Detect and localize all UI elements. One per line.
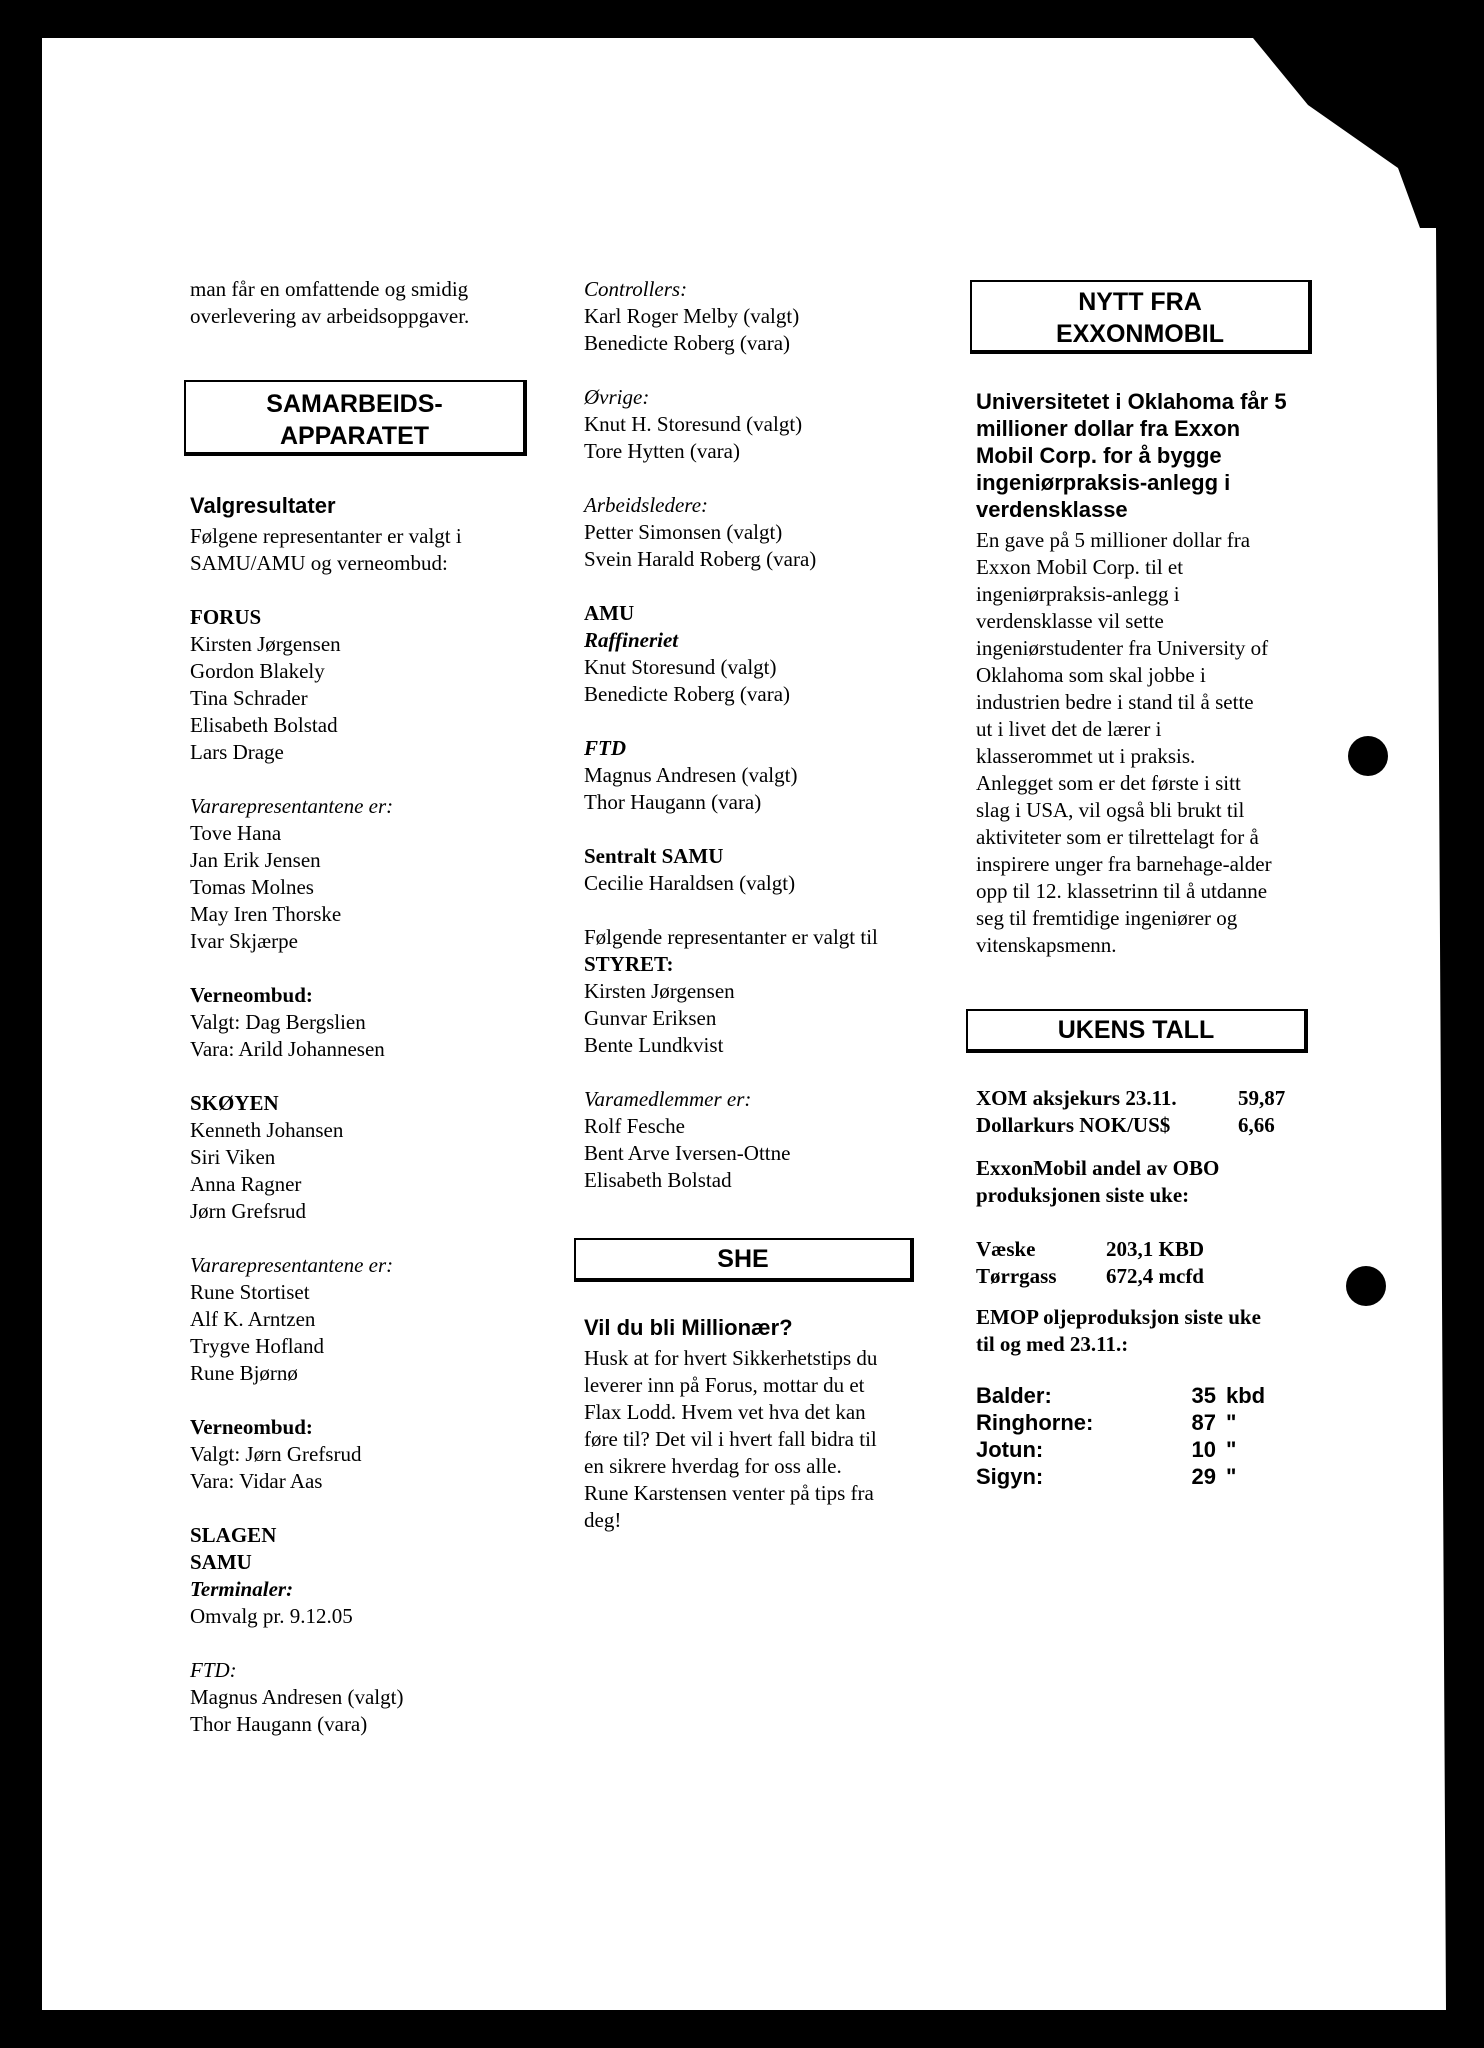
punch-hole-lower: [1346, 1266, 1386, 1306]
punch-hole-upper: [1348, 736, 1388, 776]
obo-section: ExxonMobil andel av OBO produksjonen siste uke: Væske 203,1 KBD Tørrgass 672,4 mcfd: [976, 1155, 1316, 1290]
amu-section: AMU Raffineriet Knut Storesund (valgt) Benedicte Roberg (vara) FTD Magnus Andresen (valgt) Thor Haugann (vara): [584, 601, 798, 814]
intro-text: man får en omfattende og smidig overlevering av arbeidsoppgaver.: [190, 277, 470, 328]
she-heading: Vil du bli Millionær?: [584, 1315, 793, 1340]
xom-row: XOM aksjekurs 23.11. 59,87: [976, 1086, 1286, 1110]
nytt-fra-exxonmobil-box: NYTT FRA EXXONMOBIL: [970, 280, 1312, 354]
sentralt-samu-section: Sentralt SAMU Cecilie Haraldsen (valgt): [584, 844, 796, 895]
styret-section: Følgende representanter er valgt til STYRET: Kirsten Jørgensen Gunvar Eriksen Bente Lundkvist Varamedlemmer er: Rolf Fesche Bent Arve Iversen-Ottne Elisabeth Bolstad: [584, 925, 878, 1192]
news-text: En gave på 5 millioner dollar fra Exxon Mobil Corp. til et ingeniørpraksis-anlegg i verdensklasse vil sette ingeniørstudenter fra University of Oklahoma som skal jobbe i industrien bedre i stand til å sette ut i livet det de lærer i klasserommet ut i praksis. Anlegget som er det første i sitt slag i USA, vil også bli brukt til aktiviteter som er tilrettelagt for å inspirere unger fra barnehage-alder opp til 12. klassetrinn til å utdanne seg til fremtidige ingeniører og vitenskapsmenn.: [976, 528, 1272, 957]
xom-figures: [976, 1085, 1316, 1139]
forus-section: FORUS Kirsten Jørgensen Gordon Blakely Tina Schrader Elisabeth Bolstad Lars Drage Vararepresentantene er: Tove Hana Jan Erik Jensen Tomas Molnes May Iren Thorske Ivar Skjærpe Verneombud: Valgt: Dag Bergslien Vara: Arild Johannesen: [190, 605, 394, 1061]
emop-heading: EMOP oljeproduksjon siste uke til og med 23.11.:: [976, 1305, 1261, 1356]
arbeidsledere-section: Arbeidsledere: Petter Simonsen (valgt) Svein Harald Roberg (vara): [584, 493, 817, 571]
ukens-tall-box: UKENS TALL: [966, 1009, 1308, 1053]
controllers-section: Controllers: Karl Roger Melby (valgt) Benedicte Roberg (vara): [584, 277, 800, 355]
she-box: SHE: [574, 1238, 914, 1282]
she-text: Husk at for hvert Sikkerhetstips du leverer inn på Forus, mottar du et Flax Lodd. Hvem vet hva det kan føre til? Det vil i hvert fall bidra til en sikrere hverdag for oss alle. Rune Karstensen venter på tips fra deg!: [584, 1346, 878, 1532]
vaeske-row: Væske 203,1 KBD: [976, 1237, 1205, 1261]
jotun-row: Jotun: 10 ": [976, 1437, 1237, 1462]
emop-table: [976, 1382, 1316, 1490]
skoyen-section: SKØYEN Kenneth Johansen Siri Viken Anna Ragner Jørn Grefsrud Vararepresentantene er: Rune Stortiset Alf K. Arntzen Trygve Hofland Rune Bjørnø Verneombud: Valgt: Jørn Grefsrud Vara: Vidar Aas: [190, 1091, 394, 1493]
ringhorne-row: Ringhorne: 87 ": [976, 1410, 1237, 1435]
torrgass-row: Tørrgass 672,4 mcfd: [976, 1264, 1204, 1288]
dollar-row: Dollarkurs NOK/US$ 6,66: [976, 1113, 1275, 1137]
news-heading: Universitetet i Oklahoma får 5 millioner dollar fra Exxon Mobil Corp. for å bygge ingeniørpraksis-anlegg i verdensklasse: [976, 389, 1287, 522]
column-3: [976, 280, 1316, 1490]
column-1: man får en omfattende og smidig overlevering av arbeidsoppgaver. SAMARBEIDS- APPARATET Valgresultater Følgene representanter er valgt i SAMU/AMU og verneombud: FORUS Kirsten Jørgensen Gordon Blakely Tina Schrader Elisabeth Bolstad Lars Drage Vararepresentantene er: Tove Hana Jan Erik Jensen Tomas Molnes May Iren Thorske Ivar Skjærpe Verneombud: Valgt: Dag Bergslien Vara: Arild Johannesen SKØYEN Kenneth Johansen Siri Viken Anna Ragner Jørn Grefsrud Vararepresentantene er: Rune Stortiset Alf K. Arntzen Trygve Hofland Rune Bjørnø Verneombud: Valgt: Jørn Grefsrud Vara: Vidar Aas SLAGEN SAMU Terminaler: Omvalg pr. 9.12.05 FTD: Magnus Andresen (valgt) Thor Haugann (vara): [190, 276, 550, 1738]
slagen-section: SLAGEN SAMU Terminaler: Omvalg pr. 9.12.05 FTD: Magnus Andresen (valgt) Thor Haugann (vara): [190, 1523, 404, 1736]
valg-heading: Valgresultater: [190, 493, 336, 518]
column-2: [584, 276, 924, 1534]
balder-row: Balder: 35 kbd: [976, 1383, 1266, 1408]
sigyn-row: Sigyn: 29 ": [976, 1464, 1237, 1489]
samarbeids-box: SAMARBEIDS- APPARATET: [184, 380, 527, 456]
ovrige-section: Øvrige: Knut H. Storesund (valgt) Tore Hytten (vara): [584, 385, 803, 463]
